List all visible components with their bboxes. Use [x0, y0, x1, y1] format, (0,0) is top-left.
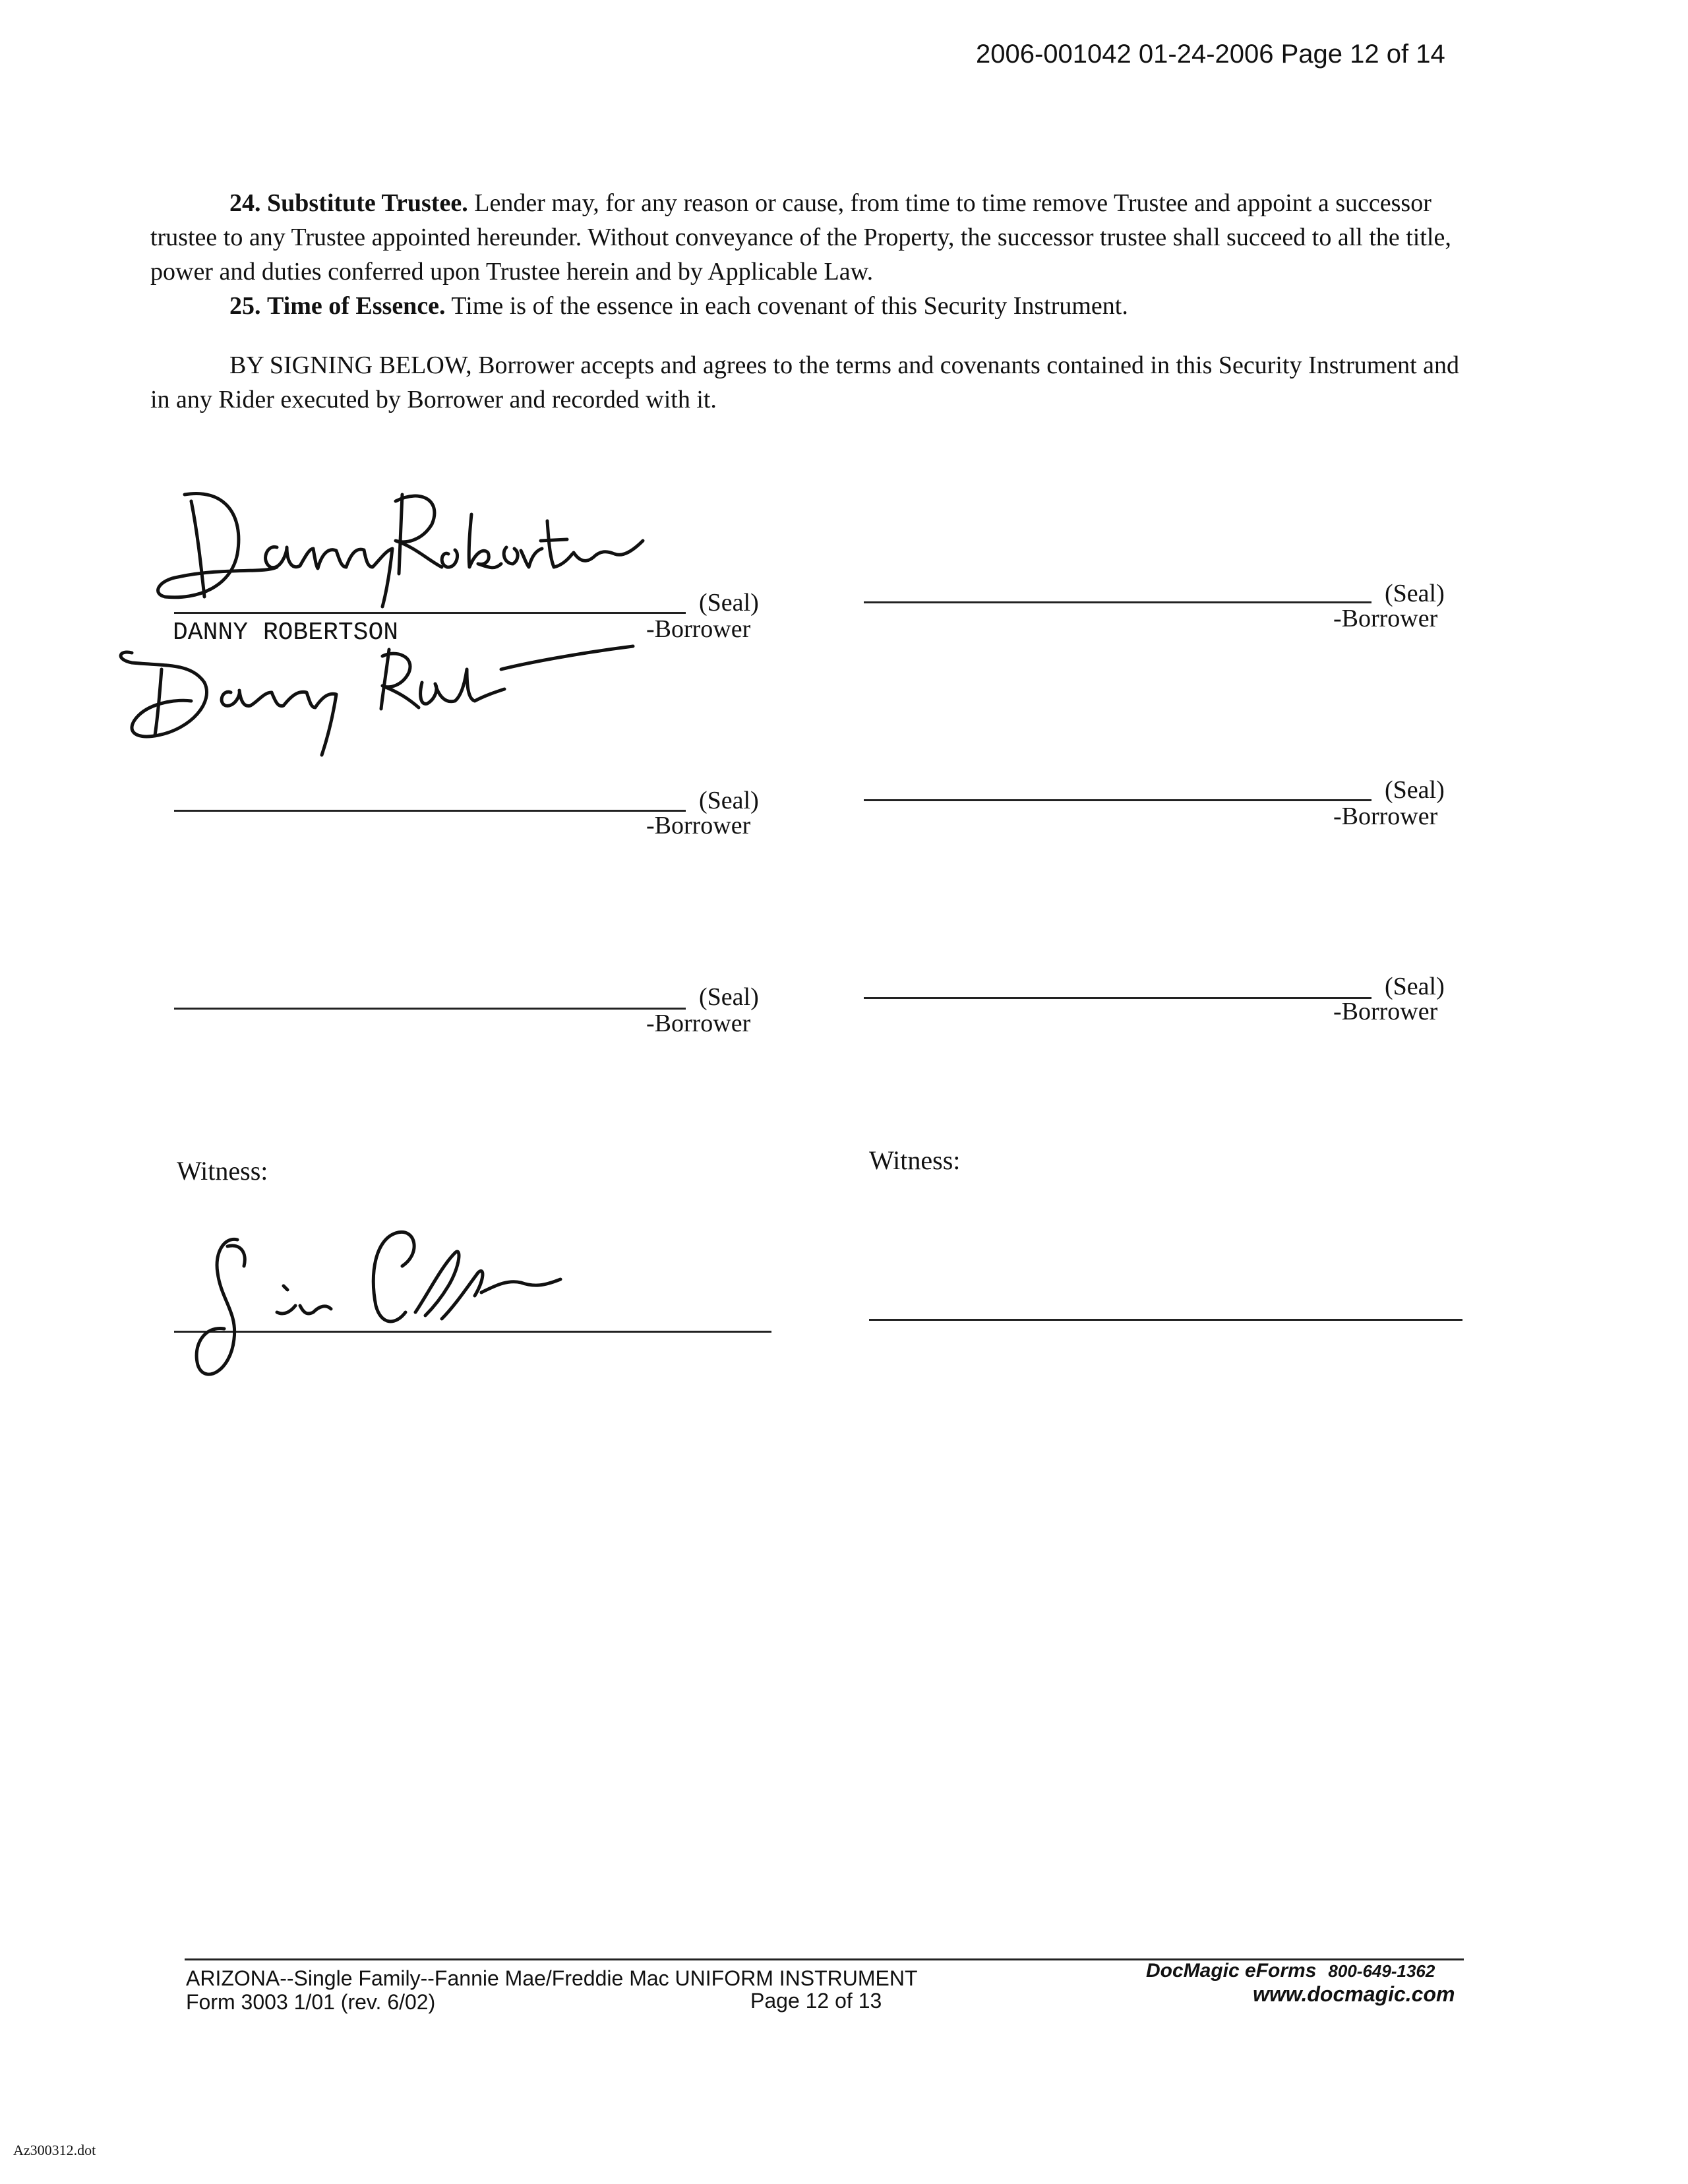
seal-label: (Seal) [699, 787, 759, 814]
signing-statement-text: BY SIGNING BELOW, Borrower accepts and agrees to the terms and covenants contained in this Security Instrument and in any Rider executed by Borrower and recorded with it. [150, 351, 1460, 413]
borrower-label: -Borrower [646, 615, 751, 643]
borrower-label: -Borrower [646, 812, 751, 839]
signing-statement [150, 348, 1469, 417]
form-number: Form 3003 1/01 (rev. 6/02) [186, 1990, 436, 2014]
brand-website: www.docmagic.com [1253, 1982, 1455, 2006]
signature-line [864, 997, 1372, 999]
witness-label: Witness: [177, 1156, 268, 1186]
witness-label: Witness: [869, 1145, 961, 1175]
docmagic-logo [1146, 1960, 1435, 1982]
section-24 [150, 186, 1469, 289]
handwritten-witness-signature [178, 1213, 640, 1424]
seal-label: (Seal) [1385, 776, 1445, 804]
borrower-label: -Borrower [1333, 803, 1438, 830]
brand-name: DocMagic eForms [1146, 1960, 1317, 1982]
handwritten-signature [145, 475, 673, 633]
section-text: Time is of the essence in each covenant of this Security Instrument. [451, 292, 1128, 320]
section-25 [150, 289, 1469, 323]
signature-line [864, 799, 1372, 801]
signature-line [174, 810, 686, 812]
seal-label: (Seal) [1385, 973, 1445, 1000]
footer-page-number: Page 12 of 13 [750, 1989, 882, 2013]
brand-phone: 800-649-1362 [1328, 1961, 1435, 1981]
borrower-label: -Borrower [1333, 998, 1438, 1025]
signature-line [864, 601, 1372, 603]
signature-line [174, 1008, 686, 1010]
seal-label: (Seal) [699, 983, 759, 1011]
section-title: Substitute Trustee. [267, 189, 468, 217]
form-title: ARIZONA--Single Family--Fannie Mae/Freddie Mac UNIFORM INSTRUMENT [186, 1966, 918, 1990]
recording-stamp: 2006-001042 01-24-2006 Page 12 of 14 [976, 40, 1445, 69]
section-number: 25. [229, 292, 261, 320]
section-title: Time of Essence. [267, 292, 446, 320]
file-code: Az300312.dot [13, 2142, 96, 2158]
section-number: 24. [229, 189, 261, 217]
handwritten-initials [106, 630, 653, 772]
borrower-label: -Borrower [646, 1010, 751, 1037]
typed-borrower-name: DANNY ROBERTSON [173, 619, 399, 647]
seal-label: (Seal) [699, 589, 759, 617]
witness-signature-line [869, 1319, 1462, 1321]
seal-label: (Seal) [1385, 580, 1445, 607]
section-text: Lender may, for any reason or cause, from time to time remove Trustee and appoint a successor trustee to any Trustee appointed hereunder. Without conveyance of the Property, the successor trustee shall succeed to all the title, power and duties conferred upon Trustee herein and by Applicable Law. [150, 189, 1451, 286]
borrower-label: -Borrower [1333, 605, 1438, 632]
